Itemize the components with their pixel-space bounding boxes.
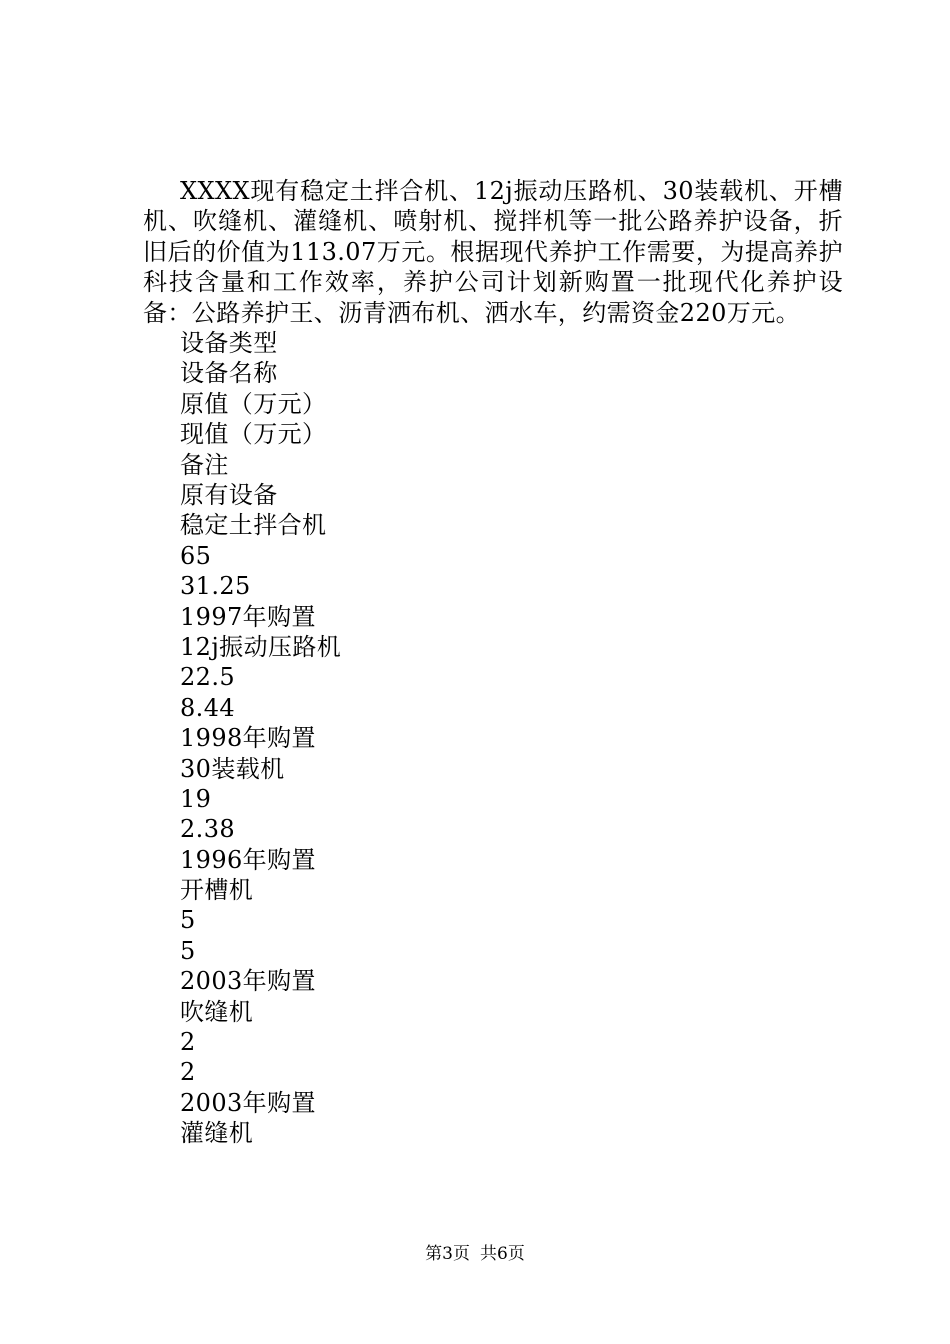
table-header-original-value: 原值（万元） xyxy=(180,389,327,418)
equipment-name: 30装载机 xyxy=(180,754,285,783)
equipment-note: 1998年购置 xyxy=(180,724,316,753)
page-number: 第3页 xyxy=(425,1244,470,1264)
table-header-equipment-name: 设备名称 xyxy=(180,359,278,388)
equipment-current-value: 8.44 xyxy=(180,693,236,722)
document-content xyxy=(143,176,843,1149)
equipment-current-value: 5 xyxy=(180,936,196,965)
equipment-text-list xyxy=(143,328,843,1149)
equipment-current-value: 2 xyxy=(180,1058,196,1087)
table-header-equipment-type: 设备类型 xyxy=(180,329,278,358)
equipment-name: 开槽机 xyxy=(180,876,254,905)
equipment-original-value: 22.5 xyxy=(180,663,236,692)
equipment-name: 稳定土拌合机 xyxy=(180,511,327,540)
equipment-original-value: 65 xyxy=(180,541,212,570)
total-pages: 共6页 xyxy=(480,1244,525,1264)
equipment-name: 12j振动压路机 xyxy=(180,632,342,661)
equipment-note: 1997年购置 xyxy=(180,602,316,631)
equipment-original-value: 19 xyxy=(180,784,212,813)
equipment-name: 吹缝机 xyxy=(180,997,254,1026)
table-header-note: 备注 xyxy=(180,450,229,479)
equipment-note: 1996年购置 xyxy=(180,845,316,874)
intro-paragraph: XXXX现有稳定土拌合机、12j振动压路机、30装载机、开槽机、吹缝机、灌缝机、喷射机、搅拌机等一批公路养护设备，折旧后的价值为113.07万元。根据现代养护工作需要，为提高养护科技含量和工作效率，养护公司计划新购置一批现代化养护设备：公路养护王、沥青洒布机、洒水车，约需资金220万元。 xyxy=(143,177,843,327)
page-footer xyxy=(0,1242,950,1266)
equipment-name: 灌缝机 xyxy=(180,1119,254,1148)
table-header-current-value: 现值（万元） xyxy=(180,420,327,449)
equipment-note: 2003年购置 xyxy=(180,967,316,996)
equipment-original-value: 5 xyxy=(180,906,196,935)
equipment-current-value: 2.38 xyxy=(180,815,236,844)
equipment-current-value: 31.25 xyxy=(180,572,251,601)
equipment-original-value: 2 xyxy=(180,1028,196,1057)
equipment-note: 2003年购置 xyxy=(180,1088,316,1117)
equipment-category: 原有设备 xyxy=(180,480,278,509)
